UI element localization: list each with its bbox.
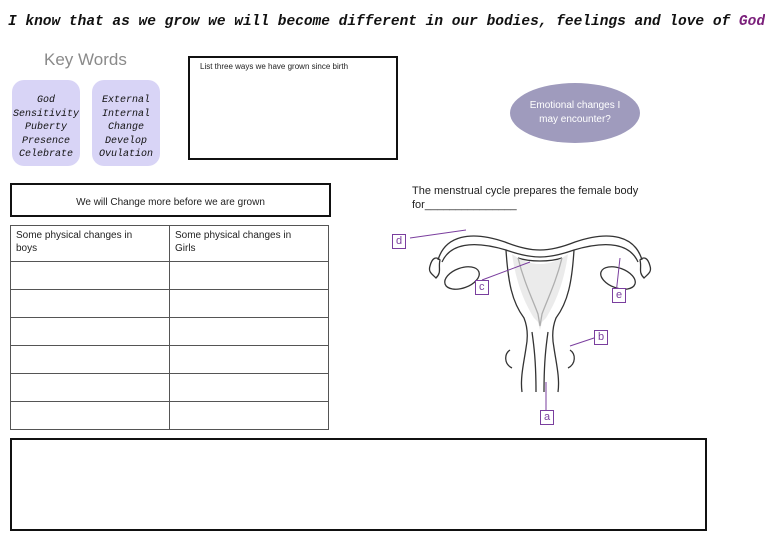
girls-cell[interactable]	[170, 402, 329, 430]
emotional-line-2: may encounter?	[539, 114, 611, 125]
menstrual-line-1: The menstrual cycle prepares the female body	[412, 185, 639, 197]
boys-cell[interactable]	[11, 402, 170, 430]
boys-cell[interactable]	[11, 262, 170, 290]
answer-box[interactable]	[10, 438, 707, 531]
key-word: Presence	[21, 135, 70, 147]
menstrual-line-2: for_______________	[412, 199, 517, 211]
key-word: Change	[107, 122, 144, 133]
title-text: I know that as we grow we will become different in our bodies, feelings and love of	[8, 14, 739, 30]
key-word: Internal	[101, 108, 150, 120]
key-words-heading: Key Words	[44, 50, 127, 69]
key-word: God	[36, 95, 55, 106]
key-word: Develop	[104, 135, 147, 147]
key-word: Ovulation	[98, 149, 153, 160]
key-words-box-left	[12, 80, 80, 166]
girls-cell[interactable]	[170, 346, 329, 374]
key-words-box-right	[92, 80, 160, 166]
physical-changes-table	[10, 225, 329, 430]
female-reproductive-diagram	[420, 222, 660, 422]
boys-header-line-2: boys	[16, 243, 38, 254]
boys-header	[11, 226, 170, 262]
diagram-label-a: a	[540, 410, 554, 425]
boys-cell[interactable]	[11, 374, 170, 402]
change-heading-box	[10, 183, 331, 217]
emotional-changes-bubble	[510, 83, 640, 143]
page-title	[8, 14, 765, 30]
boys-cell[interactable]	[11, 346, 170, 374]
diagram-label-d: d	[392, 234, 406, 249]
girls-cell[interactable]	[170, 374, 329, 402]
girls-header-line-1: Some physical changes in	[175, 230, 292, 241]
menstrual-cycle-text	[412, 184, 672, 212]
grown-since-birth-label: List three ways we have grown since birth	[200, 62, 349, 71]
girls-cell[interactable]	[170, 290, 329, 318]
boys-cell[interactable]	[11, 318, 170, 346]
girls-cell[interactable]	[170, 318, 329, 346]
diagram-label-c: c	[475, 280, 489, 295]
girls-header-line-2: Girls	[175, 243, 196, 254]
diagram-label-e: e	[612, 288, 626, 303]
key-word: Sensitivity	[12, 108, 79, 120]
boys-cell[interactable]	[11, 290, 170, 318]
key-word: Celebrate	[18, 149, 73, 160]
change-heading-label: We will Change more before we are grown	[76, 197, 265, 208]
title-highlight: God	[738, 14, 765, 30]
emotional-line-1: Emotional changes I	[529, 100, 621, 111]
grown-since-birth-box[interactable]	[188, 56, 398, 160]
key-word: External	[101, 95, 150, 106]
girls-header	[170, 226, 329, 262]
boys-header-line-1: Some physical changes in	[16, 230, 133, 241]
girls-cell[interactable]	[170, 262, 329, 290]
diagram-label-b: b	[594, 330, 608, 345]
key-word: Puberty	[24, 122, 67, 133]
